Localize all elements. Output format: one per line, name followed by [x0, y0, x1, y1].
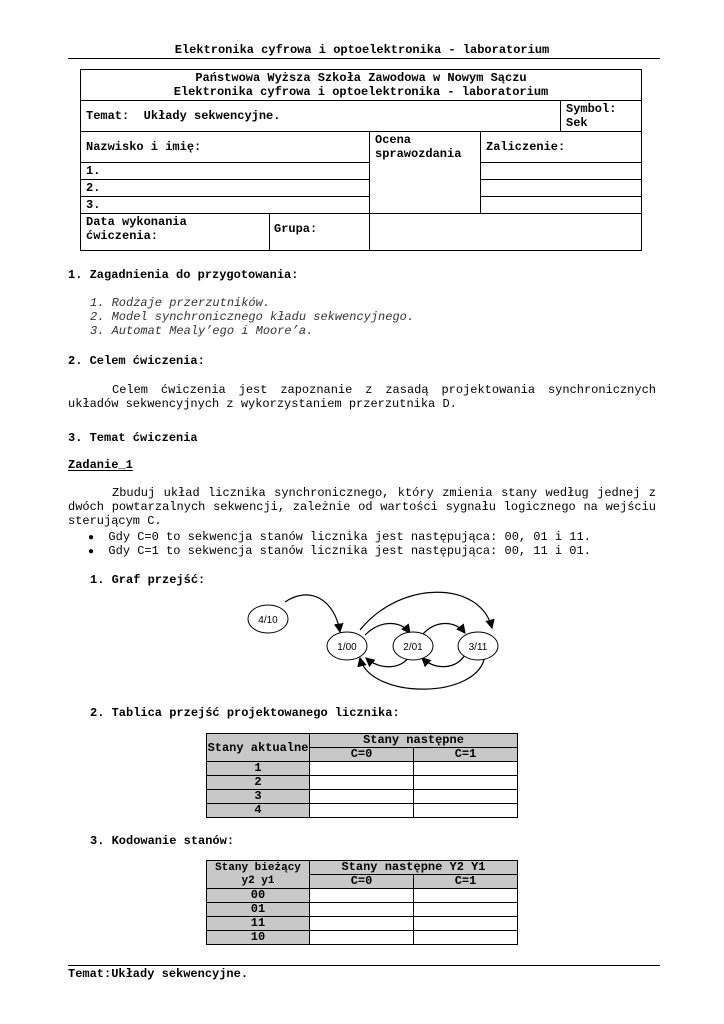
course-name: Elektronika cyfrowa i optoelektronika - laboratorium [173, 85, 549, 99]
edge-1-3 [360, 592, 492, 630]
bullet-text: Gdy C=0 to sekwencja stanów licznika jest następująca: 00, 01 i 11. [108, 530, 591, 544]
table-cell [414, 931, 518, 945]
table-cell [310, 776, 414, 790]
table1-header-c1: C=1 [414, 748, 518, 762]
transition-table [206, 733, 518, 818]
section2-title: 2. Celem ćwiczenia: [68, 354, 205, 368]
table1-subtitle: 2. Tablica przejść projektowanego licznika: [90, 706, 400, 720]
table2-header-next: Stany następne Y2 Y1 [310, 861, 518, 875]
table-cell [414, 776, 518, 790]
table2-header-c0: C=0 [310, 875, 414, 889]
table2-subtitle: 3. Kodowanie stanów: [90, 834, 235, 848]
bullet-dot-icon: ● [88, 533, 95, 544]
task-title: Zadanie_1 [68, 458, 133, 472]
group-label: Grupa: [274, 222, 318, 236]
student-row: 1. [81, 163, 370, 180]
bullet-dot-icon: ● [88, 547, 95, 558]
table-cell [310, 790, 414, 804]
table-cell [310, 804, 414, 818]
table2-row-label: 01 [207, 903, 310, 917]
bullet-2 [88, 544, 591, 558]
prep-item: 1. Rodzaje przerzutników. [90, 296, 271, 310]
node-label: 3/11 [468, 642, 488, 653]
bullet-text: Gdy C=1 to sekwencja stanów licznika jest następująca: 00, 11 i 01. [108, 544, 591, 558]
table2-row-label: 10 [207, 931, 310, 945]
symbol-label: Symbol: [566, 102, 617, 116]
edge-3-2 [422, 655, 465, 667]
table-cell [414, 804, 518, 818]
table-cell [414, 790, 518, 804]
bullet-1 [88, 530, 591, 544]
date-label: Data wykonania ćwiczenia: [81, 214, 270, 250]
topic-cell [81, 101, 561, 132]
table1-row-label: 3 [207, 790, 310, 804]
school-name: Państwowa Wyższa Szkoła Zawodowa w Nowym Sączu [195, 71, 527, 85]
topic-value: Układy sekwencyjne. [143, 109, 281, 123]
table1-header-c0: C=0 [310, 748, 414, 762]
credit-label: Zaliczenie: [481, 132, 642, 163]
graph-subtitle: 1. Graf przejść: [90, 573, 206, 587]
section1-title: 1. Zagadnienia do przygotowania: [68, 268, 299, 282]
footer-rule [68, 965, 660, 966]
table-cell [310, 889, 414, 903]
node-label: 2/01 [403, 642, 423, 653]
table1-header-current: Stany aktualne [207, 734, 310, 762]
header-rule [68, 58, 660, 59]
section3-title: 3. Temat ćwiczenia [68, 431, 198, 445]
node-label: 1/00 [337, 642, 357, 653]
card-title-cell [81, 70, 642, 101]
encoding-table [206, 860, 518, 945]
page-header-title: Elektronika cyfrowa i optoelektronika - laboratorium [174, 43, 550, 57]
table-cell [414, 889, 518, 903]
prep-item: 3. Automat Mealy’ego i Moore’a. [90, 324, 314, 338]
table1-row-label: 2 [207, 776, 310, 790]
table1-row-label: 1 [207, 762, 310, 776]
table2-header-c1: C=1 [414, 875, 518, 889]
date-group-row [81, 214, 370, 251]
topic-label: Temat: [86, 109, 130, 123]
credit-cell [481, 163, 642, 180]
grade-label: Ocena sprawozdania [370, 132, 481, 214]
student-row: 2. [81, 180, 370, 197]
node-label: 4/10 [258, 615, 278, 626]
edge-2-3 [422, 623, 465, 635]
goal-text: Celem ćwiczenia jest zapoznanie z zasadą projektowania synchronicznych układów sekwencyjnych z wykorzystaniem przerzutnika D. [68, 383, 656, 411]
table-cell [414, 903, 518, 917]
edge-3-1 [360, 655, 485, 689]
table-cell [310, 903, 414, 917]
table-cell [310, 917, 414, 931]
credit-cell [481, 180, 642, 197]
table-cell [310, 931, 414, 945]
edge-4-1 [285, 595, 340, 632]
table1-header-next: Stany następne [310, 734, 518, 748]
table2-row-label: 11 [207, 917, 310, 931]
state-graph [240, 590, 520, 700]
task-text: Zbuduj układ licznika synchronicznego, który zmienia stany według jednej z dwóch powtarzalnych sekwencji, zależnie od wartości sygnału logicznego na wejściu sterującym C. [68, 486, 656, 528]
prep-item: 2. Model synchronicznego kładu sekwencyjnego. [90, 310, 415, 324]
symbol-cell [561, 101, 642, 132]
lab-card [80, 69, 642, 251]
footer-topic: Temat:Układy sekwencyjne. [68, 967, 249, 981]
table-cell [414, 762, 518, 776]
table-cell [414, 917, 518, 931]
table-cell [310, 762, 414, 776]
table2-header-current: Stany bieżący y2 y1 [207, 861, 310, 889]
student-row: 3. [81, 197, 370, 214]
table1-row-label: 4 [207, 804, 310, 818]
group-value-cell [370, 214, 642, 251]
name-label: Nazwisko i imię: [81, 132, 370, 163]
symbol-value: Sek [566, 116, 588, 130]
table2-row-label: 00 [207, 889, 310, 903]
credit-cell [481, 197, 642, 214]
